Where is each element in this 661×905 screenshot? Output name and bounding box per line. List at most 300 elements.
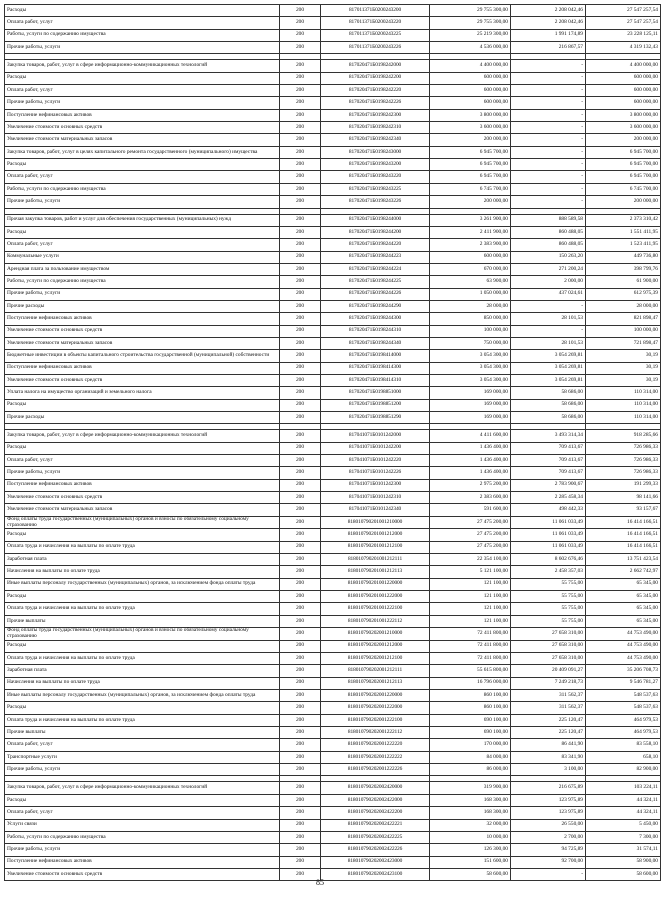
row-code-cell: 200 — [280, 665, 321, 677]
row-classification-cell: 818010790202001210000 — [321, 628, 430, 641]
row-code-cell: 200 — [280, 196, 321, 208]
table-row — [5, 239, 661, 251]
row-plan-cell: 670 000,00 — [430, 263, 511, 275]
row-name-cell: Работы, услуги по содержанию имущества — [5, 29, 280, 41]
row-plan-cell: 4 400 000,00 — [430, 60, 511, 72]
table-row — [5, 819, 661, 831]
row-plan-cell: 170 000,00 — [430, 739, 511, 751]
row-executed-cell: 311 562,37 — [511, 702, 586, 714]
row-classification-cell: 817020471Б0198242200 — [321, 72, 430, 84]
row-executed-cell: 55 755,00 — [511, 578, 586, 590]
row-classification-cell: 818010790202001222000 — [321, 702, 430, 714]
table-row — [5, 702, 661, 714]
row-name-cell: Коммунальные услуги — [5, 251, 280, 263]
row-name-cell: Увеличение стоимости основных средств — [5, 325, 280, 337]
row-classification-cell: 817020471Б0198243200 — [321, 159, 430, 171]
row-code-cell: 200 — [280, 29, 321, 41]
row-code-cell: 200 — [280, 430, 321, 442]
row-classification-cell: 817020471Б0198242220 — [321, 85, 430, 97]
row-name-cell: Оплата труда и начисления на выплаты по оплате труда — [5, 714, 280, 726]
row-code-cell: 200 — [280, 868, 321, 880]
table-row — [5, 628, 661, 641]
row-plan-cell: 1 050 000,00 — [430, 288, 511, 300]
row-remainder-cell: 449 736,80 — [586, 251, 661, 263]
row-name-cell: Поступление нефинансовых активов — [5, 479, 280, 491]
row-code-cell: 200 — [280, 541, 321, 553]
row-executed-cell: - — [511, 146, 586, 158]
row-plan-cell: 591 600,00 — [430, 504, 511, 516]
row-executed-cell: 94 725,89 — [511, 844, 586, 856]
table-row — [5, 42, 661, 54]
row-classification-cell: 818010790202002422225 — [321, 831, 430, 843]
row-plan-cell: 200 000,00 — [430, 196, 511, 208]
table-row — [5, 640, 661, 652]
row-code-cell: 200 — [280, 739, 321, 751]
row-executed-cell: 86 441,90 — [511, 739, 586, 751]
row-code-cell: 200 — [280, 844, 321, 856]
table-row — [5, 578, 661, 590]
row-remainder-cell: 398 799,76 — [586, 263, 661, 275]
row-remainder-cell: 30,19 — [586, 362, 661, 374]
row-remainder-cell: 200 000,00 — [586, 196, 661, 208]
row-executed-cell: - — [511, 196, 586, 208]
row-classification-cell: 818010790201001222112 — [321, 615, 430, 627]
row-plan-cell: 169 000,00 — [430, 399, 511, 411]
row-code-cell: 200 — [280, 313, 321, 325]
row-executed-cell: 55 755,00 — [511, 603, 586, 615]
row-plan-cell: 55 615 800,00 — [430, 665, 511, 677]
row-executed-cell: 2 208 042,46 — [511, 5, 586, 17]
row-remainder-cell: 58 900,00 — [586, 856, 661, 868]
table-row — [5, 183, 661, 195]
row-executed-cell: 2 000,00 — [511, 276, 586, 288]
row-plan-cell: 58 600,00 — [430, 868, 511, 880]
row-remainder-cell: 65 345,00 — [586, 615, 661, 627]
row-classification-cell: 817020471Б0198243226 — [321, 196, 430, 208]
row-classification-cell: 817020471Б0198244223 — [321, 251, 430, 263]
row-code-cell: 200 — [280, 856, 321, 868]
row-name-cell: Оплата работ, услуг — [5, 455, 280, 467]
row-plan-cell: 28 000,00 — [430, 300, 511, 312]
row-name-cell: Прочие работы, услуги — [5, 196, 280, 208]
row-plan-cell: 4 411 600,00 — [430, 430, 511, 442]
row-name-cell: Поступление нефинансовых активов — [5, 313, 280, 325]
row-name-cell: Расходы — [5, 226, 280, 238]
row-code-cell: 200 — [280, 591, 321, 603]
row-classification-cell: 818010790202002423000 — [321, 856, 430, 868]
row-plan-cell: 32 000,00 — [430, 819, 511, 831]
budget-execution-table — [4, 4, 661, 881]
row-plan-cell: 121 100,00 — [430, 615, 511, 627]
row-code-cell: 200 — [280, 578, 321, 590]
row-remainder-cell: 6 745 700,00 — [586, 183, 661, 195]
row-name-cell: Закупка товаров, работ, услуг в сфере информационно-коммуникационных технологий — [5, 60, 280, 72]
row-name-cell: Увеличение стоимости основных средств — [5, 868, 280, 880]
table-row — [5, 751, 661, 763]
row-code-cell: 200 — [280, 362, 321, 374]
row-executed-cell: 8 602 676,46 — [511, 554, 586, 566]
row-plan-cell: 690 100,00 — [430, 727, 511, 739]
row-code-cell: 200 — [280, 276, 321, 288]
row-code-cell: 200 — [280, 288, 321, 300]
row-executed-cell: 28 101,53 — [511, 313, 586, 325]
row-remainder-cell: 612 975,39 — [586, 288, 661, 300]
row-plan-cell: 25 219 300,00 — [430, 29, 511, 41]
row-remainder-cell: 464 979,53 — [586, 727, 661, 739]
row-name-cell: Прочие расходы — [5, 300, 280, 312]
row-remainder-cell: 44 753 490,00 — [586, 653, 661, 665]
row-name-cell: Прочие работы, услуги — [5, 844, 280, 856]
row-classification-cell: 817020471Б0198244290 — [321, 300, 430, 312]
row-executed-cell: 11 061 033,49 — [511, 516, 586, 529]
row-name-cell: Заработная плата — [5, 554, 280, 566]
row-remainder-cell: 2 662 742,97 — [586, 566, 661, 578]
row-executed-cell: 27 658 310,00 — [511, 640, 586, 652]
row-classification-cell: 818010790202002423100 — [321, 868, 430, 880]
row-plan-cell: 860 100,00 — [430, 702, 511, 714]
row-classification-cell: 818010790201001222000 — [321, 591, 430, 603]
table-row — [5, 387, 661, 399]
row-classification-cell: 817020471Б0198242300 — [321, 109, 430, 121]
row-classification-cell: 818010790202001222220 — [321, 739, 430, 751]
table-row — [5, 263, 661, 275]
row-classification-cell: 818010790202001222222 — [321, 751, 430, 763]
row-remainder-cell: 65 345,00 — [586, 603, 661, 615]
row-executed-cell: 225 120,47 — [511, 714, 586, 726]
row-plan-cell: 168 300,00 — [430, 807, 511, 819]
table-row — [5, 529, 661, 541]
row-executed-cell: 123 975,89 — [511, 794, 586, 806]
row-code-cell: 200 — [280, 159, 321, 171]
row-plan-cell: 169 000,00 — [430, 412, 511, 424]
table-row — [5, 541, 661, 553]
row-plan-cell: 168 300,00 — [430, 794, 511, 806]
row-code-cell: 200 — [280, 831, 321, 843]
table-row — [5, 196, 661, 208]
row-name-cell: Фонд оплаты труда государственных (муниципальных) органов и взносы по обязательному социальному страхованию — [5, 628, 280, 641]
row-classification-cell: 818010790202001212000 — [321, 640, 430, 652]
row-plan-cell: 6 945 700,00 — [430, 171, 511, 183]
row-classification-cell: 817041071Б0101242000 — [321, 430, 430, 442]
row-name-cell: Прочие работы, услуги — [5, 42, 280, 54]
row-code-cell: 200 — [280, 492, 321, 504]
row-classification-cell: 818010790201001212111 — [321, 554, 430, 566]
row-executed-cell: 498 442,33 — [511, 504, 586, 516]
row-code-cell: 200 — [280, 566, 321, 578]
row-code-cell: 200 — [280, 325, 321, 337]
row-executed-cell: 11 061 033,49 — [511, 529, 586, 541]
row-plan-cell: 600 000,00 — [430, 72, 511, 84]
table-row — [5, 831, 661, 843]
row-classification-cell: 817011371Б0200243225 — [321, 29, 430, 41]
row-name-cell: Расходы — [5, 640, 280, 652]
row-name-cell: Уплата налога на имущество организаций и земельного налога — [5, 387, 280, 399]
row-name-cell: Фонд оплаты труда государственных (муниципальных) органов и взносы по обязательному социальному страхованию — [5, 516, 280, 529]
row-executed-cell: 271 200,24 — [511, 263, 586, 275]
table-body — [5, 5, 661, 881]
row-classification-cell: 817020471Б0198244310 — [321, 325, 430, 337]
row-name-cell: Расходы — [5, 529, 280, 541]
row-name-cell: Увеличение стоимости материальных запасов — [5, 337, 280, 349]
row-name-cell: Оплата работ, услуг — [5, 239, 280, 251]
row-remainder-cell: 726 986,33 — [586, 467, 661, 479]
table-row — [5, 479, 661, 491]
row-code-cell: 200 — [280, 455, 321, 467]
row-code-cell: 200 — [280, 702, 321, 714]
row-plan-cell: 84 000,00 — [430, 751, 511, 763]
row-classification-cell: 817020471Б0198243225 — [321, 183, 430, 195]
row-classification-cell: 817020471Б0198851200 — [321, 399, 430, 411]
row-remainder-cell: 2 373 310,42 — [586, 214, 661, 226]
row-classification-cell: 817041071Б0101242300 — [321, 479, 430, 491]
row-name-cell: Прочие работы, услуги — [5, 764, 280, 776]
row-remainder-cell: 600 000,00 — [586, 72, 661, 84]
row-name-cell: Поступление нефинансовых активов — [5, 109, 280, 121]
row-name-cell: Расходы — [5, 399, 280, 411]
row-name-cell: Работы, услуги по содержанию имущества — [5, 183, 280, 195]
row-executed-cell: 216 675,89 — [511, 782, 586, 794]
row-plan-cell: 27 475 200,00 — [430, 541, 511, 553]
row-remainder-cell: 83 558,10 — [586, 739, 661, 751]
row-code-cell: 200 — [280, 42, 321, 54]
row-plan-cell: 319 900,00 — [430, 782, 511, 794]
row-executed-cell: 27 658 310,00 — [511, 653, 586, 665]
row-classification-cell: 817020471Б0198244226 — [321, 288, 430, 300]
row-remainder-cell: 61 900,00 — [586, 276, 661, 288]
row-remainder-cell: 464 979,53 — [586, 714, 661, 726]
row-remainder-cell: 30,19 — [586, 374, 661, 386]
table-row — [5, 362, 661, 374]
row-code-cell: 200 — [280, 653, 321, 665]
row-classification-cell: 818010790201001212113 — [321, 566, 430, 578]
row-name-cell: Расходы — [5, 5, 280, 17]
table-row — [5, 337, 661, 349]
row-plan-cell: 10 000,00 — [430, 831, 511, 843]
row-plan-cell: 3 054 300,00 — [430, 374, 511, 386]
row-classification-cell: 817020471Б0198414000 — [321, 350, 430, 362]
row-remainder-cell: 548 537,63 — [586, 690, 661, 702]
row-name-cell: Иные выплаты персоналу государственных (муниципальных) органов, за исключением фонда оплаты труда — [5, 578, 280, 590]
row-executed-cell: 58 686,00 — [511, 399, 586, 411]
row-plan-cell: 121 100,00 — [430, 578, 511, 590]
row-classification-cell: 818010790202002422221 — [321, 819, 430, 831]
row-name-cell: Прочие выплаты — [5, 615, 280, 627]
row-code-cell: 200 — [280, 628, 321, 641]
table-row — [5, 554, 661, 566]
row-remainder-cell: 58 600,00 — [586, 868, 661, 880]
row-code-cell: 200 — [280, 374, 321, 386]
row-classification-cell: 817020471Б0198414310 — [321, 374, 430, 386]
row-executed-cell: - — [511, 72, 586, 84]
row-executed-cell: 58 686,00 — [511, 387, 586, 399]
table-row — [5, 97, 661, 109]
row-name-cell: Оплата труда и начисления на выплаты по оплате труда — [5, 653, 280, 665]
row-classification-cell: 817041071Б0101242200 — [321, 442, 430, 454]
table-row — [5, 134, 661, 146]
table-row — [5, 653, 661, 665]
row-name-cell: Закупка товаров, работ, услуг в сфере информационно-коммуникационных технологий — [5, 430, 280, 442]
row-plan-cell: 29 755 300,00 — [430, 5, 511, 17]
row-code-cell: 200 — [280, 819, 321, 831]
row-classification-cell: 817020471Б0198244340 — [321, 337, 430, 349]
row-classification-cell: 817020471Б0198243000 — [321, 146, 430, 158]
row-name-cell: Поступление нефинансовых активов — [5, 362, 280, 374]
row-classification-cell: 817020471Б0198244000 — [321, 214, 430, 226]
row-executed-cell: 2 208 042,46 — [511, 17, 586, 29]
row-code-cell: 200 — [280, 516, 321, 529]
row-remainder-cell: 821 898,47 — [586, 313, 661, 325]
table-row — [5, 159, 661, 171]
row-remainder-cell: 44 753 490,00 — [586, 628, 661, 641]
row-plan-cell: 121 100,00 — [430, 591, 511, 603]
row-remainder-cell: 103 224,11 — [586, 782, 661, 794]
row-executed-cell: 11 061 033,49 — [511, 541, 586, 553]
row-remainder-cell: 600 000,00 — [586, 85, 661, 97]
row-plan-cell: 29 755 300,00 — [430, 17, 511, 29]
row-executed-cell: 225 120,47 — [511, 727, 586, 739]
row-classification-cell: 818010790202001212113 — [321, 677, 430, 689]
row-name-cell: Прочие выплаты — [5, 727, 280, 739]
row-plan-cell: 200 000,00 — [430, 134, 511, 146]
row-name-cell: Начисления на выплаты по оплате труда — [5, 566, 280, 578]
table-row — [5, 794, 661, 806]
row-executed-cell: - — [511, 60, 586, 72]
table-row — [5, 5, 661, 17]
row-executed-cell: 2 783 900,67 — [511, 479, 586, 491]
row-name-cell: Оплата труда и начисления на выплаты по оплате труда — [5, 603, 280, 615]
row-classification-cell: 817020471Б0198242340 — [321, 134, 430, 146]
row-classification-cell: 817020471Б0198242226 — [321, 97, 430, 109]
table-row — [5, 455, 661, 467]
row-classification-cell: 817041071Б0101242220 — [321, 455, 430, 467]
row-plan-cell: 86 000,00 — [430, 764, 511, 776]
table-row — [5, 171, 661, 183]
row-code-cell: 200 — [280, 226, 321, 238]
row-plan-cell: 126 300,00 — [430, 844, 511, 856]
row-plan-cell: 1 436 400,00 — [430, 467, 511, 479]
table-row — [5, 516, 661, 529]
row-plan-cell: 850 000,00 — [430, 313, 511, 325]
row-remainder-cell: 65 345,00 — [586, 578, 661, 590]
row-classification-cell: 817020471Б0198244300 — [321, 313, 430, 325]
row-name-cell: Увеличение стоимости материальных запасов — [5, 504, 280, 516]
row-plan-cell: 27 475 200,00 — [430, 516, 511, 529]
row-plan-cell: 72 411 800,00 — [430, 653, 511, 665]
row-executed-cell: - — [511, 134, 586, 146]
row-remainder-cell: 110 314,00 — [586, 387, 661, 399]
row-remainder-cell: 65 345,00 — [586, 591, 661, 603]
row-name-cell: Услуги связи — [5, 819, 280, 831]
row-remainder-cell: 13 751 423,54 — [586, 554, 661, 566]
row-code-cell: 200 — [280, 5, 321, 17]
row-name-cell: Оплата работ, услуг — [5, 739, 280, 751]
table-row — [5, 226, 661, 238]
row-executed-cell: 2 700,00 — [511, 831, 586, 843]
row-remainder-cell: 16 414 166,51 — [586, 529, 661, 541]
row-executed-cell: - — [511, 171, 586, 183]
table-row — [5, 72, 661, 84]
row-remainder-cell: 4 400 000,00 — [586, 60, 661, 72]
table-row — [5, 214, 661, 226]
row-plan-cell: 3 261 900,00 — [430, 214, 511, 226]
row-code-cell: 200 — [280, 17, 321, 29]
row-executed-cell: 709 413,67 — [511, 442, 586, 454]
row-remainder-cell: 27 547 257,54 — [586, 17, 661, 29]
row-code-cell: 200 — [280, 122, 321, 134]
row-name-cell: Увеличение стоимости материальных запасов — [5, 134, 280, 146]
row-remainder-cell: 110 314,00 — [586, 412, 661, 424]
row-code-cell: 200 — [280, 263, 321, 275]
row-executed-cell: - — [511, 183, 586, 195]
row-name-cell: Бюджетные инвестиции в объекты капитального строительства государственной (муниципальной) собственности — [5, 350, 280, 362]
row-code-cell: 200 — [280, 467, 321, 479]
row-executed-cell: 3 054 269,81 — [511, 362, 586, 374]
table-row — [5, 492, 661, 504]
row-remainder-cell: 4 319 132,43 — [586, 42, 661, 54]
row-classification-cell: 818010790202002422200 — [321, 807, 430, 819]
row-plan-cell: 100 000,00 — [430, 325, 511, 337]
table-row — [5, 739, 661, 751]
row-classification-cell: 818010790201001212000 — [321, 529, 430, 541]
row-remainder-cell: 23 228 125,11 — [586, 29, 661, 41]
row-plan-cell: 169 000,00 — [430, 387, 511, 399]
row-plan-cell: 3 054 300,00 — [430, 362, 511, 374]
row-code-cell: 200 — [280, 603, 321, 615]
row-name-cell: Расходы — [5, 72, 280, 84]
row-classification-cell: 817041071Б0101242226 — [321, 467, 430, 479]
row-classification-cell: 818010790202001222226 — [321, 764, 430, 776]
row-name-cell: Прочие расходы — [5, 412, 280, 424]
row-plan-cell: 2 383 600,00 — [430, 492, 511, 504]
page-number: 85 — [316, 878, 324, 887]
row-name-cell: Оплата работ, услуг — [5, 85, 280, 97]
row-executed-cell: 58 686,00 — [511, 412, 586, 424]
table-row — [5, 276, 661, 288]
row-plan-cell: 5 121 100,00 — [430, 566, 511, 578]
table-row — [5, 85, 661, 97]
row-plan-cell: 690 100,00 — [430, 714, 511, 726]
row-code-cell: 200 — [280, 794, 321, 806]
row-name-cell: Иные выплаты персоналу государственных (муниципальных) органов, за исключением фонда оплаты труда — [5, 690, 280, 702]
row-classification-cell: 817011371Б0200243200 — [321, 5, 430, 17]
row-executed-cell: - — [511, 325, 586, 337]
row-executed-cell: - — [511, 300, 586, 312]
row-name-cell: Прочая закупка товаров, работ и услуг для обеспечения государственных (муниципальных) нужд — [5, 214, 280, 226]
row-classification-cell: 817011371Б0200243226 — [321, 42, 430, 54]
row-remainder-cell: 721 898,47 — [586, 337, 661, 349]
row-code-cell: 200 — [280, 690, 321, 702]
row-classification-cell: 818010790202001212100 — [321, 653, 430, 665]
row-executed-cell: 26 550,00 — [511, 819, 586, 831]
row-name-cell: Прочие работы, услуги — [5, 467, 280, 479]
row-code-cell: 200 — [280, 615, 321, 627]
row-classification-cell: 817020471Б0198242000 — [321, 60, 430, 72]
row-remainder-cell: 44 324,11 — [586, 794, 661, 806]
row-executed-cell: 55 755,00 — [511, 591, 586, 603]
row-plan-cell: 121 100,00 — [430, 603, 511, 615]
row-classification-cell: 818010790201001212100 — [321, 541, 430, 553]
row-remainder-cell: 600 000,00 — [586, 97, 661, 109]
row-executed-cell: 55 755,00 — [511, 615, 586, 627]
row-name-cell: Расходы — [5, 159, 280, 171]
table-row — [5, 374, 661, 386]
table-row — [5, 325, 661, 337]
table-row — [5, 430, 661, 442]
row-remainder-cell: 3 800 000,00 — [586, 109, 661, 121]
row-name-cell: Арендная плата за пользование имуществом — [5, 263, 280, 275]
row-name-cell: Работы, услуги по содержанию имущества — [5, 831, 280, 843]
row-code-cell: 200 — [280, 251, 321, 263]
